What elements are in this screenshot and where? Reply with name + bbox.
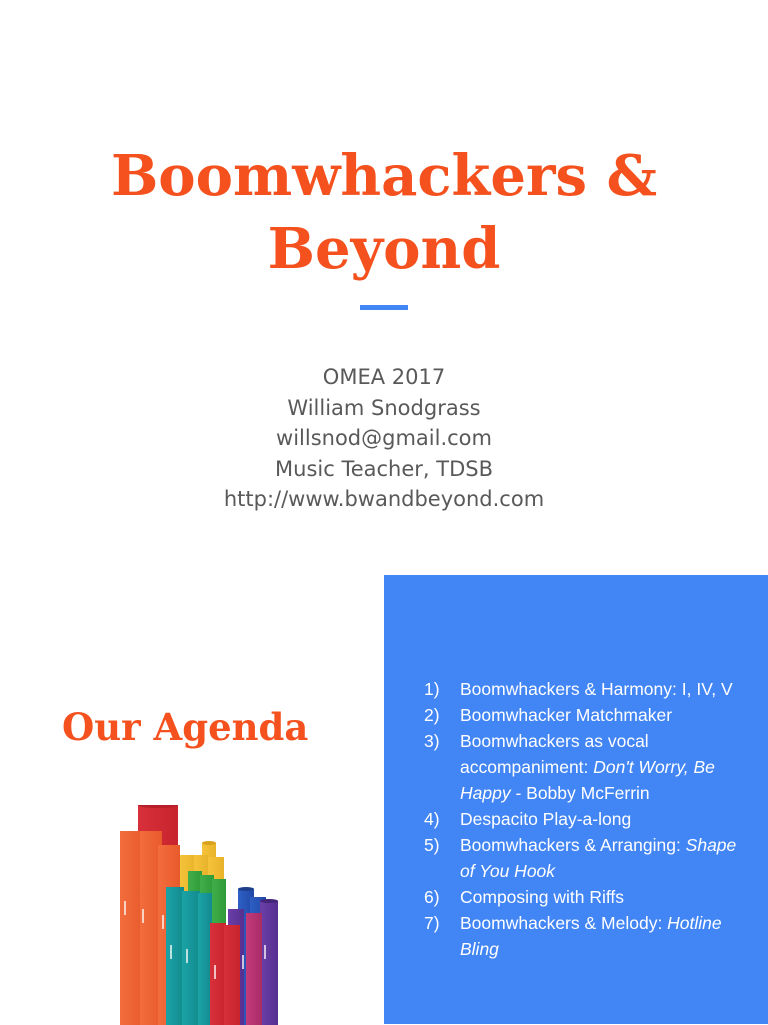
presenter-role: Music Teacher, TDSB <box>275 456 493 481</box>
title-line-2: Beyond <box>267 215 501 282</box>
title-line-1: Boomwhackers & <box>110 143 658 209</box>
agenda-item: 1) Boomwhackers & Harmony: I, IV, V <box>424 679 733 699</box>
presenter-name: William Snodgrass <box>287 395 481 420</box>
agenda-item: 3) Boomwhackers as vocal accompaniment: Don't Worry, Be Happy - Bobby McFerrin <box>424 731 715 803</box>
event-name: OMEA 2017 <box>322 365 446 389</box>
website-url: http://www.bwandbeyond.com <box>223 487 545 511</box>
title-divider <box>360 305 408 310</box>
agenda-heading: Our Agenda <box>62 705 309 749</box>
agenda-item: 7) Boomwhackers & Melody: Hotline Bling <box>424 913 722 959</box>
presentation-title <box>0 140 768 286</box>
agenda-item: 2) Boomwhacker Matchmaker <box>424 705 673 725</box>
agenda-list <box>424 676 744 962</box>
boomwhackers-image <box>110 805 310 1025</box>
agenda-item: 4) Despacito Play-a-long <box>424 809 632 829</box>
presenter-info <box>0 362 768 515</box>
agenda-item: 5) Boomwhackers & Arranging: Shape of You Hook <box>424 835 737 881</box>
agenda-slide <box>0 575 768 1024</box>
presenter-email: willsnod@gmail.com <box>276 426 492 450</box>
agenda-item: 6) Composing with Riffs <box>424 887 625 907</box>
